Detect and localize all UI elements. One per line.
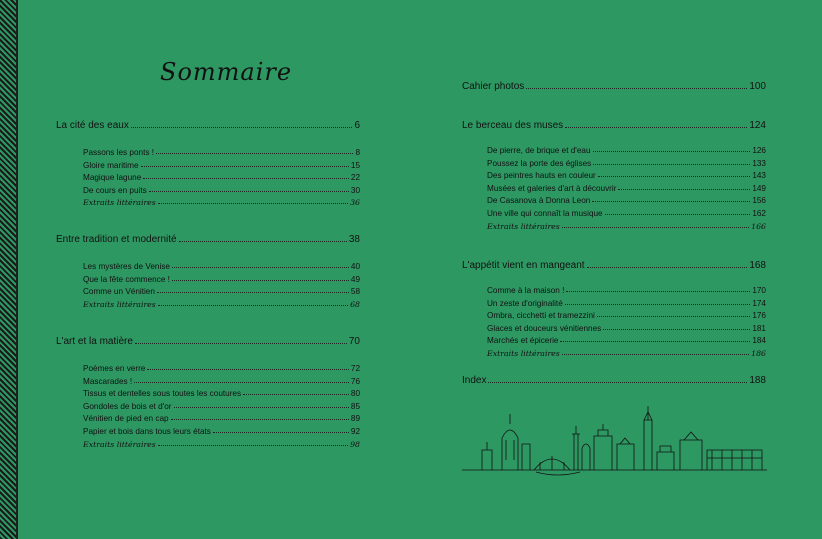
entry-label: De cours en puits <box>83 185 147 195</box>
entry-label: De pierre, de brique et d'eau <box>487 146 591 155</box>
dot-leader <box>560 341 750 342</box>
toc-entry <box>83 385 360 398</box>
literary-extracts-entry <box>487 345 766 358</box>
page-number: 80 <box>350 389 360 399</box>
toc-entry <box>487 167 766 180</box>
entry-label: Glaces et douceurs vénitiennes <box>487 323 602 333</box>
dot-leader <box>587 267 748 268</box>
page-number: 8 <box>355 148 360 157</box>
dot-leader <box>488 382 747 383</box>
page-number: 156 <box>752 196 766 206</box>
dot-leader <box>179 241 347 242</box>
dot-leader <box>565 304 751 305</box>
page-number: 68 <box>350 299 360 309</box>
page-number: 6 <box>354 120 360 131</box>
page-number: 181 <box>752 323 766 333</box>
entry-label: La cité des eaux <box>56 120 129 131</box>
literary-extracts-entry <box>487 218 766 231</box>
toc-entry <box>487 155 766 168</box>
entry-label: Ombra, cicchetti et tramezzini <box>487 311 595 321</box>
entry-label: Vénitien de pied en cap <box>83 414 169 424</box>
entry-label: Comme à la maison ! <box>487 286 565 295</box>
entry-label: Mascarades ! <box>83 376 133 386</box>
entry-label: Cahier photos <box>462 81 525 92</box>
entry-label: Le berceau des muses <box>462 120 564 131</box>
page-number: 149 <box>752 183 766 193</box>
page-number: 166 <box>751 221 766 231</box>
toc-entry <box>83 169 360 182</box>
toc-entry <box>83 423 360 436</box>
dot-leader <box>593 164 750 165</box>
entry-label: Gloire maritime <box>83 160 139 170</box>
dot-leader <box>566 291 750 292</box>
dot-leader <box>598 176 751 177</box>
page-number: 85 <box>350 401 360 411</box>
page-number: 124 <box>749 120 766 131</box>
entry-label: Extraits littéraires <box>83 439 156 449</box>
page-number: 72 <box>350 364 360 373</box>
right-section-3 <box>462 373 766 386</box>
dot-leader <box>213 432 349 433</box>
dot-leader <box>131 127 353 128</box>
page-number: 162 <box>752 209 766 218</box>
page-number: 186 <box>751 349 766 358</box>
page-number: 133 <box>752 158 766 168</box>
dot-leader <box>158 203 348 204</box>
entry-label: Gondoles de bois et d'or <box>83 401 172 411</box>
right-section-0 <box>462 79 766 92</box>
dot-leader <box>134 382 349 383</box>
entry-label: Magique lagune <box>83 173 142 183</box>
page-number: 184 <box>752 336 766 346</box>
page-number: 143 <box>752 171 766 181</box>
page-title: Sommaire <box>160 58 293 86</box>
dot-leader <box>157 292 349 293</box>
page-number: 49 <box>350 274 360 284</box>
toc-entry <box>83 144 360 157</box>
right-section-1 <box>462 118 766 131</box>
left-section-0 <box>56 118 360 131</box>
dot-leader <box>562 354 749 355</box>
toc-entry <box>487 142 766 155</box>
dot-leader <box>149 191 349 192</box>
entry-label: Passons les ponts ! <box>83 148 154 157</box>
toc-entry <box>83 157 360 170</box>
page-number: 174 <box>752 298 766 308</box>
toc-entry <box>487 205 766 218</box>
entry-label: Entre tradition et modernité <box>56 234 177 245</box>
toc-entry <box>83 410 360 423</box>
toc-entry <box>83 360 360 373</box>
toc-entry <box>83 373 360 386</box>
entry-label: L'art et la matière <box>56 336 133 347</box>
dot-leader <box>593 151 751 152</box>
page-number: 168 <box>749 260 766 271</box>
page-number: 188 <box>749 375 766 386</box>
page-number: 22 <box>350 173 360 183</box>
toc-entry <box>487 320 766 333</box>
dot-leader <box>526 88 747 89</box>
toc-entry <box>83 258 360 271</box>
page-number: 89 <box>350 414 360 424</box>
dot-leader <box>597 316 750 317</box>
dot-leader <box>243 394 349 395</box>
page-number: 38 <box>348 234 360 245</box>
dot-leader <box>158 445 348 446</box>
toc-entry <box>83 182 360 195</box>
toc-entry <box>487 282 766 295</box>
dot-leader <box>156 153 353 154</box>
page-number: 30 <box>350 185 360 195</box>
entry-label: Index <box>462 375 487 386</box>
spine-edge <box>16 0 18 539</box>
toc-entry <box>83 283 360 296</box>
dot-leader <box>603 329 750 330</box>
right-section-2 <box>462 258 766 271</box>
entry-label: L'appétit vient en mangeant <box>462 260 585 271</box>
dot-leader <box>592 201 750 202</box>
toc-entry <box>487 192 766 205</box>
literary-extracts-entry <box>83 194 360 207</box>
dot-leader <box>141 166 349 167</box>
dot-leader <box>147 369 349 370</box>
literary-extracts-entry <box>83 296 360 309</box>
entry-label: Les mystères de Venise <box>83 262 170 271</box>
book-spine <box>0 0 16 539</box>
toc-entry <box>487 307 766 320</box>
entry-label: Extraits littéraires <box>83 299 156 309</box>
page-number: 98 <box>350 439 360 449</box>
literary-extracts-entry <box>83 436 360 449</box>
entry-label: Comme un Vénitien <box>83 287 155 297</box>
dot-leader <box>143 178 349 179</box>
toc-entry <box>83 271 360 284</box>
entry-label: Extraits littéraires <box>487 349 560 358</box>
entry-label: De Casanova à Donna Leon <box>487 196 591 206</box>
dot-leader <box>618 189 750 190</box>
toc-entry <box>487 332 766 345</box>
entry-label: Tissus et dentelles sous toutes les coutures <box>83 389 242 399</box>
page-number: 176 <box>752 311 766 321</box>
left-section-1 <box>56 232 360 245</box>
page-number: 70 <box>348 336 360 347</box>
dot-leader <box>172 267 349 268</box>
entry-label: Poussez la porte des églises <box>487 158 592 168</box>
venice-skyline-illustration <box>462 400 767 478</box>
dot-leader <box>135 343 347 344</box>
entry-label: Une ville qui connaît la musique <box>487 209 603 218</box>
page-number: 170 <box>752 286 766 295</box>
page-number: 92 <box>350 427 360 436</box>
dot-leader <box>562 227 749 228</box>
entry-label: Papier et bois dans tous leurs états <box>83 427 211 436</box>
page-number: 58 <box>350 287 360 297</box>
entry-label: Extraits littéraires <box>83 198 156 208</box>
dot-leader <box>605 214 751 215</box>
dot-leader <box>158 305 348 306</box>
toc-entry <box>487 180 766 193</box>
left-section-2 <box>56 334 360 347</box>
page-number: 40 <box>350 262 360 271</box>
page-number: 15 <box>350 160 360 170</box>
page-number: 36 <box>350 198 360 208</box>
dot-leader <box>565 127 747 128</box>
page-number: 100 <box>749 81 766 92</box>
dot-leader <box>172 280 349 281</box>
entry-label: Extraits littéraires <box>487 221 560 231</box>
dot-leader <box>174 407 349 408</box>
entry-label: Poèmes en verre <box>83 364 146 373</box>
entry-label: Un zeste d'originalité <box>487 298 563 308</box>
page-number: 126 <box>752 146 766 155</box>
toc-entry <box>83 398 360 411</box>
entry-label: Marchés et épicerie <box>487 336 559 346</box>
dot-leader <box>171 419 349 420</box>
entry-label: Que la fête commence ! <box>83 274 170 284</box>
toc-entry <box>487 295 766 308</box>
entry-label: Des peintres hauts en couleur <box>487 171 596 181</box>
page-number: 76 <box>350 376 360 386</box>
entry-label: Musées et galeries d'art à découvrir <box>487 183 617 193</box>
